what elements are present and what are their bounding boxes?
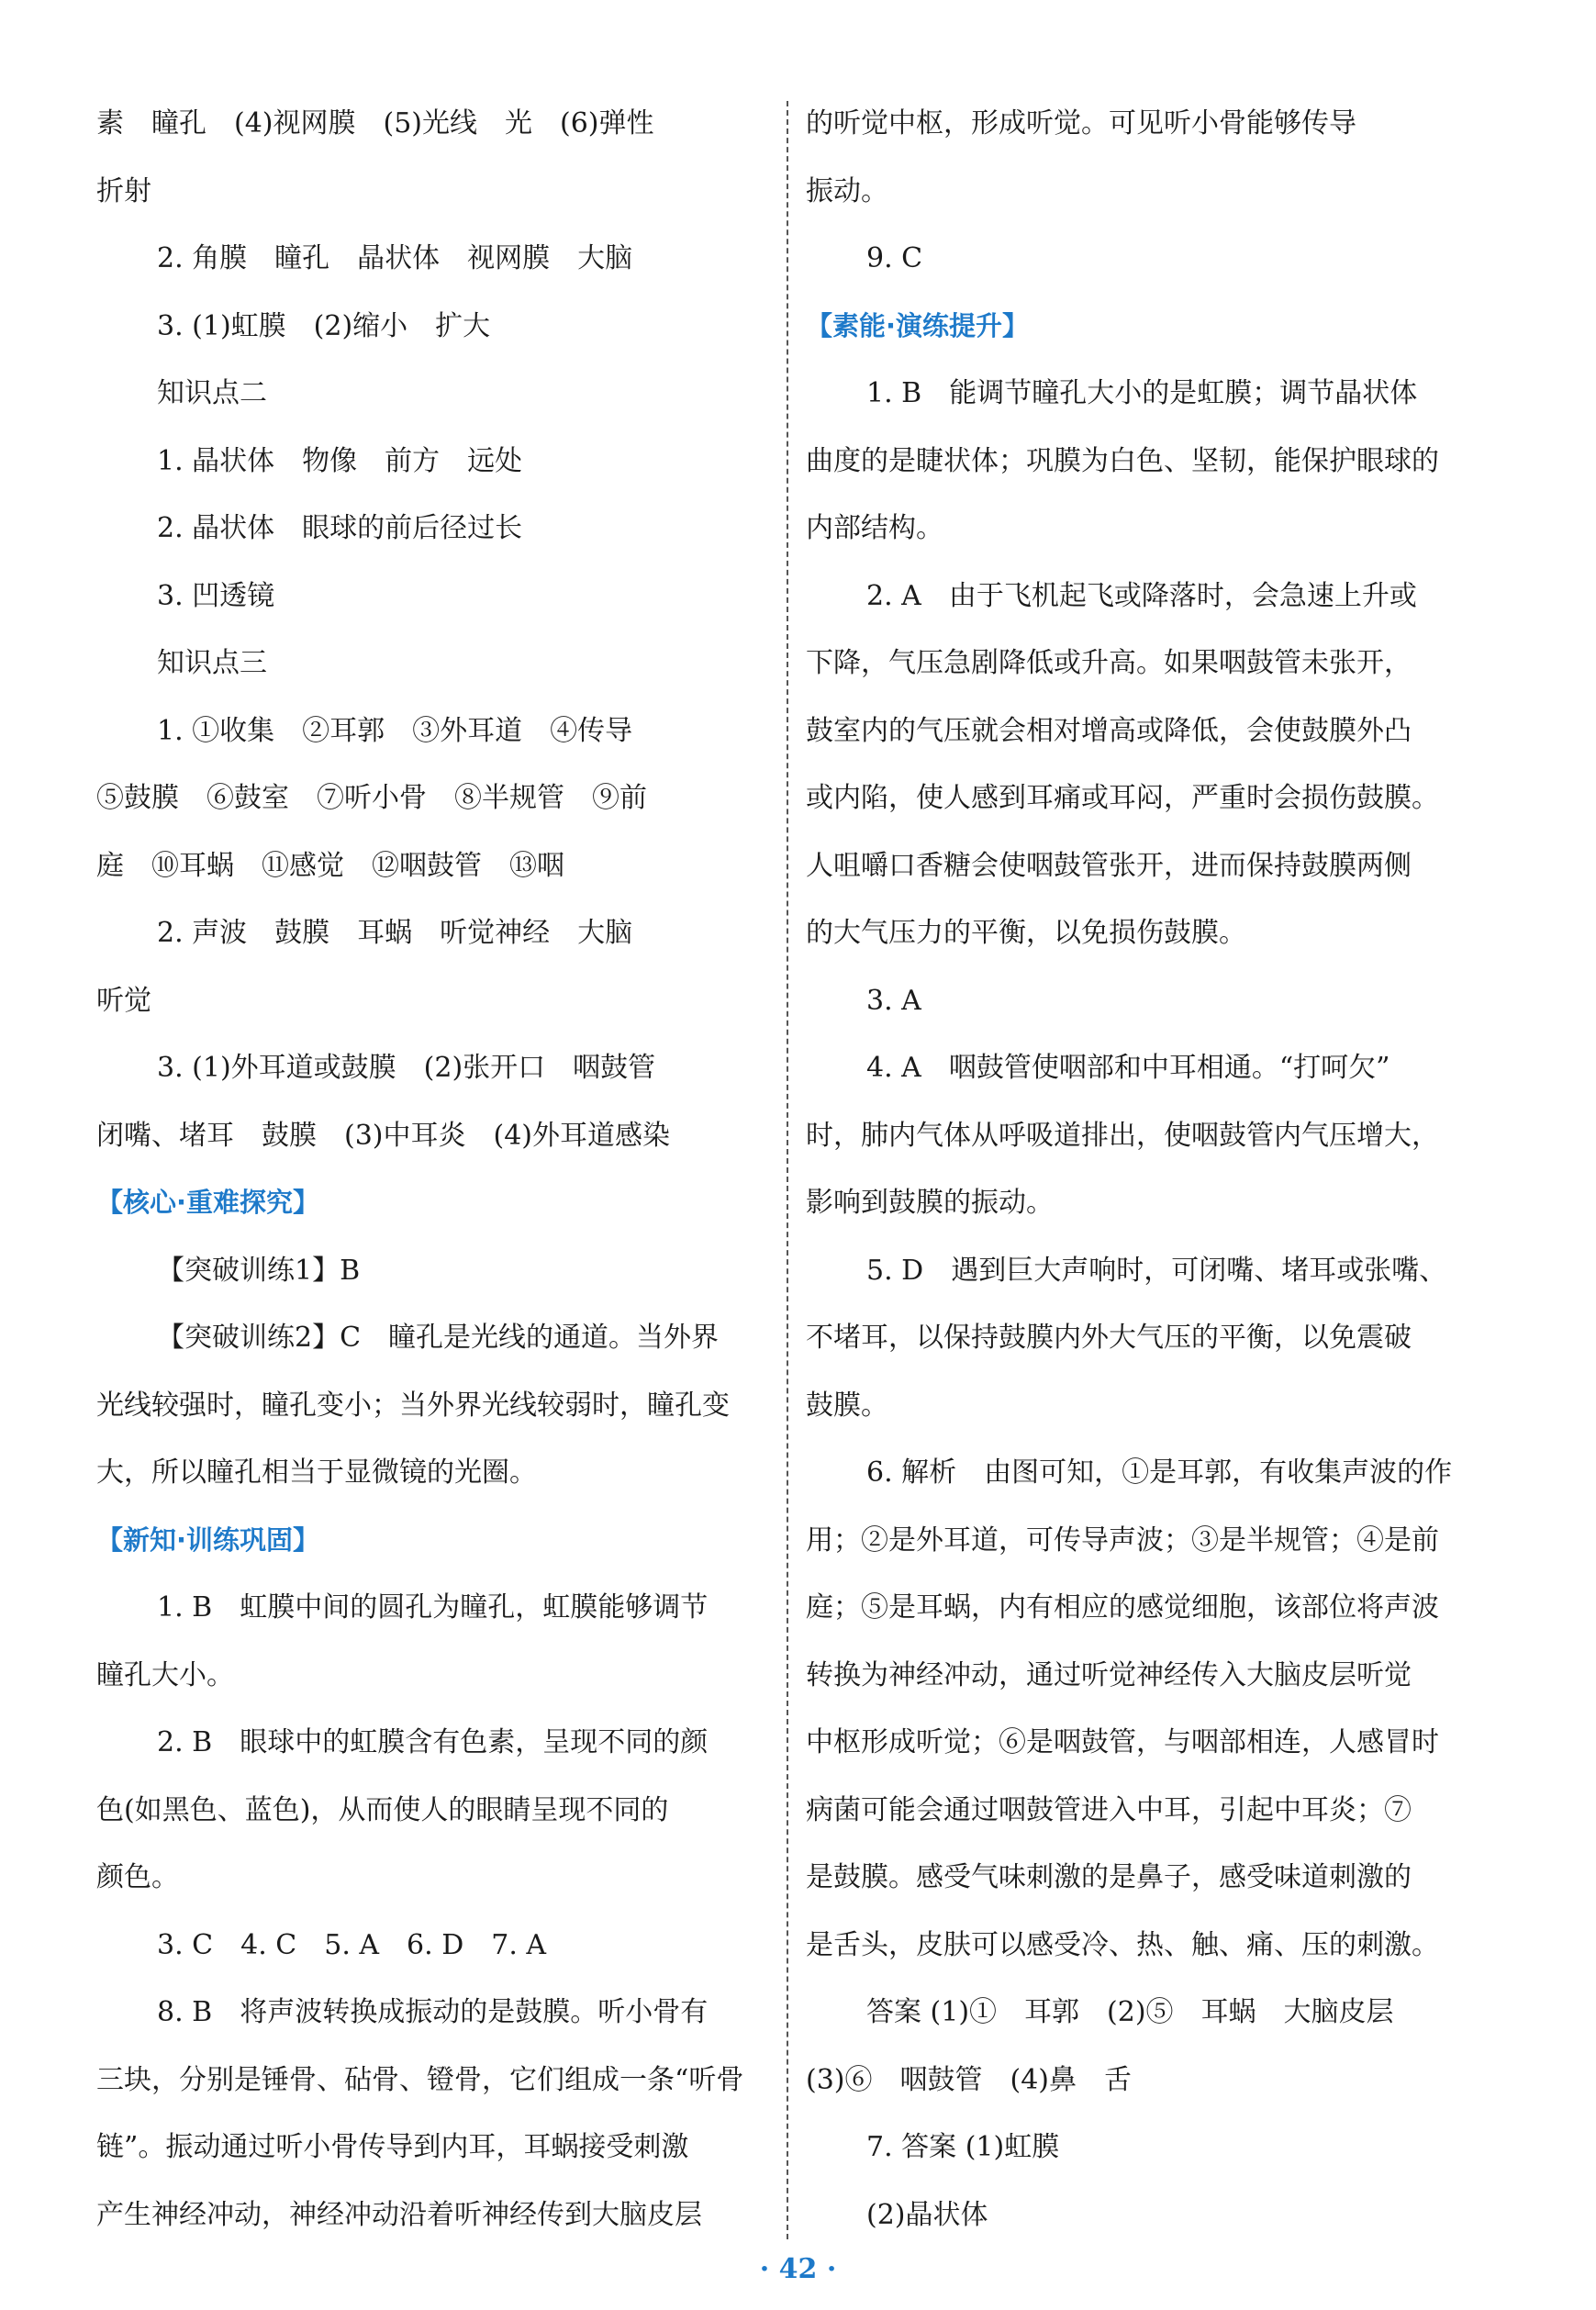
text-line: 7. 答案 (1)虹膜 — [866, 2131, 1060, 2163]
text-line: 人咀嚼口香糖会使咽鼓管张开，进而保持鼓膜两侧 — [806, 849, 1412, 882]
text-line: 是舌头，皮肤可以感受冷、热、触、痛、压的刺激。 — [806, 1928, 1439, 1961]
text-line: 光线较强时，瞳孔变小；当外界光线较弱时，瞳孔变 — [96, 1389, 730, 1422]
text-line: 3. C 4. C 5. A 6. D 7. A — [157, 1928, 547, 1961]
text-line: 1. 晶状体 物像 前方 远处 — [157, 444, 523, 477]
text-line: 1. ①收集 ②耳郭 ③外耳道 ④传导 — [157, 714, 633, 747]
text-line: 时，肺内气体从呼吸道排出，使咽鼓管内气压增大， — [806, 1119, 1439, 1152]
text-line: 答案 (1)① 耳郭 (2)⑤ 耳蜗 大脑皮层 — [866, 1996, 1394, 2028]
left-column — [96, 90, 771, 2249]
text-line: 2. 角膜 瞳孔 晶状体 视网膜 大脑 — [157, 242, 633, 274]
text-line: (2)晶状体 — [866, 2198, 988, 2231]
text-line: 【突破训练1】B — [157, 1254, 361, 1287]
text-line: 大，所以瞳孔相当于显微镜的光圈。 — [96, 1456, 537, 1489]
text-line: 曲度的是睫状体；巩膜为白色、坚韧，能保护眼球的 — [806, 444, 1439, 477]
text-line: 产生神经冲动，神经冲动沿着听神经传到大脑皮层 — [96, 2198, 702, 2231]
text-line: 瞳孔大小。 — [96, 1658, 234, 1691]
text-line: 鼓室内的气压就会相对增高或降低，会使鼓膜外凸 — [806, 714, 1412, 747]
text-line: 中枢形成听觉；⑥是咽鼓管，与咽部相连，人感冒时 — [806, 1726, 1439, 1758]
text-line: 或内陷，使人感到耳痛或耳闷，严重时会损伤鼓膜。 — [806, 782, 1439, 814]
text-line: (3)⑥ 咽鼓管 (4)鼻 舌 — [806, 2063, 1132, 2096]
text-line: 2. B 眼球中的虹膜含有色素，呈现不同的颜 — [157, 1726, 709, 1758]
text-line: 3. (1)外耳道或鼓膜 (2)张开口 咽鼓管 — [157, 1052, 656, 1084]
text-line: 3. (1)虹膜 (2)缩小 扩大 — [157, 309, 491, 342]
text-line: 【突破训练2】C 瞳孔是光线的通道。当外界 — [157, 1322, 720, 1354]
text-line: 的大气压力的平衡，以免损伤鼓膜。 — [806, 917, 1246, 949]
text-line: 素 瞳孔 (4)视网膜 (5)光线 光 (6)弹性 — [96, 107, 654, 139]
text-line: 知识点二 — [157, 377, 267, 409]
text-line: 1. B 虹膜中间的圆孔为瞳孔，虹膜能够调节 — [157, 1591, 709, 1624]
text-line: 2. 声波 鼓膜 耳蜗 听觉神经 大脑 — [157, 917, 633, 949]
text-line: 病菌可能会通过咽鼓管进入中耳，引起中耳炎；⑦ — [806, 1793, 1412, 1826]
text-line: 1. B 能调节瞳孔大小的是虹膜；调节晶状体 — [866, 377, 1418, 409]
text-line: 三块，分别是锤骨、砧骨、镫骨，它们组成一条“听骨 — [96, 2063, 744, 2096]
right-column — [806, 90, 1490, 2249]
text-line: 链”。振动通过听小骨传导到内耳，耳蜗接受刺激 — [96, 2131, 689, 2163]
text-line: 转换为神经冲动，通过听觉神经传入大脑皮层听觉 — [806, 1658, 1412, 1691]
section-heading: 【核心·重难探究】 — [96, 1187, 320, 1218]
text-line: 颜色。 — [96, 1861, 179, 1893]
text-line: 听觉 — [96, 984, 151, 1017]
section-heading: 【素能·演练提升】 — [806, 309, 1030, 341]
text-line: 4. A 咽鼓管使咽部和中耳相通。“打呵欠” — [866, 1052, 1390, 1084]
text-line: ⑤鼓膜 ⑥鼓室 ⑦听小骨 ⑧半规管 ⑨前 — [96, 782, 647, 814]
text-line: 是鼓膜。感受气味刺激的是鼻子，感受味道刺激的 — [806, 1861, 1412, 1893]
text-line: 不堵耳，以保持鼓膜内外大气压的平衡，以免震破 — [806, 1322, 1412, 1354]
text-line: 庭；⑤是耳蜗，内有相应的感觉细胞，该部位将声波 — [806, 1591, 1439, 1624]
text-line: 下降，气压急剧降低或升高。如果咽鼓管未张开， — [806, 647, 1412, 679]
text-line: 8. B 将声波转换成振动的是鼓膜。听小骨有 — [157, 1996, 709, 2028]
text-line: 庭 ⑩耳蜗 ⑪感觉 ⑫咽鼓管 ⑬咽 — [96, 849, 564, 882]
text-line: 2. A 由于飞机起飞或降落时，会急速上升或 — [866, 579, 1417, 612]
text-line: 5. D 遇到巨大声响时，可闭嘴、堵耳或张嘴、 — [866, 1254, 1447, 1287]
text-line: 影响到鼓膜的振动。 — [806, 1187, 1054, 1219]
text-line: 色(如黑色、蓝色)，从而使人的眼睛呈现不同的 — [96, 1793, 669, 1826]
column-divider — [787, 101, 788, 2239]
text-line: 振动。 — [806, 174, 888, 207]
page-number: · 42 · — [759, 2253, 837, 2285]
section-heading: 【新知·训练巩固】 — [96, 1523, 320, 1556]
text-line: 6. 解析 由图可知，①是耳郭，有收集声波的作 — [866, 1456, 1453, 1489]
text-line: 9. C — [866, 242, 923, 274]
text-line: 用；②是外耳道，可传导声波；③是半规管；④是前 — [806, 1523, 1439, 1557]
text-line: 3. A — [866, 984, 921, 1017]
text-line: 2. 晶状体 眼球的前后径过长 — [157, 512, 523, 544]
text-line: 3. 凹透镜 — [157, 579, 275, 612]
text-line: 知识点三 — [157, 647, 267, 679]
text-line: 闭嘴、堵耳 鼓膜 (3)中耳炎 (4)外耳道感染 — [96, 1119, 670, 1152]
text-line: 鼓膜。 — [806, 1389, 888, 1422]
text-line: 折射 — [96, 174, 151, 207]
text-line: 内部结构。 — [806, 512, 943, 544]
text-line: 的听觉中枢，形成听觉。可见听小骨能够传导 — [806, 107, 1356, 139]
